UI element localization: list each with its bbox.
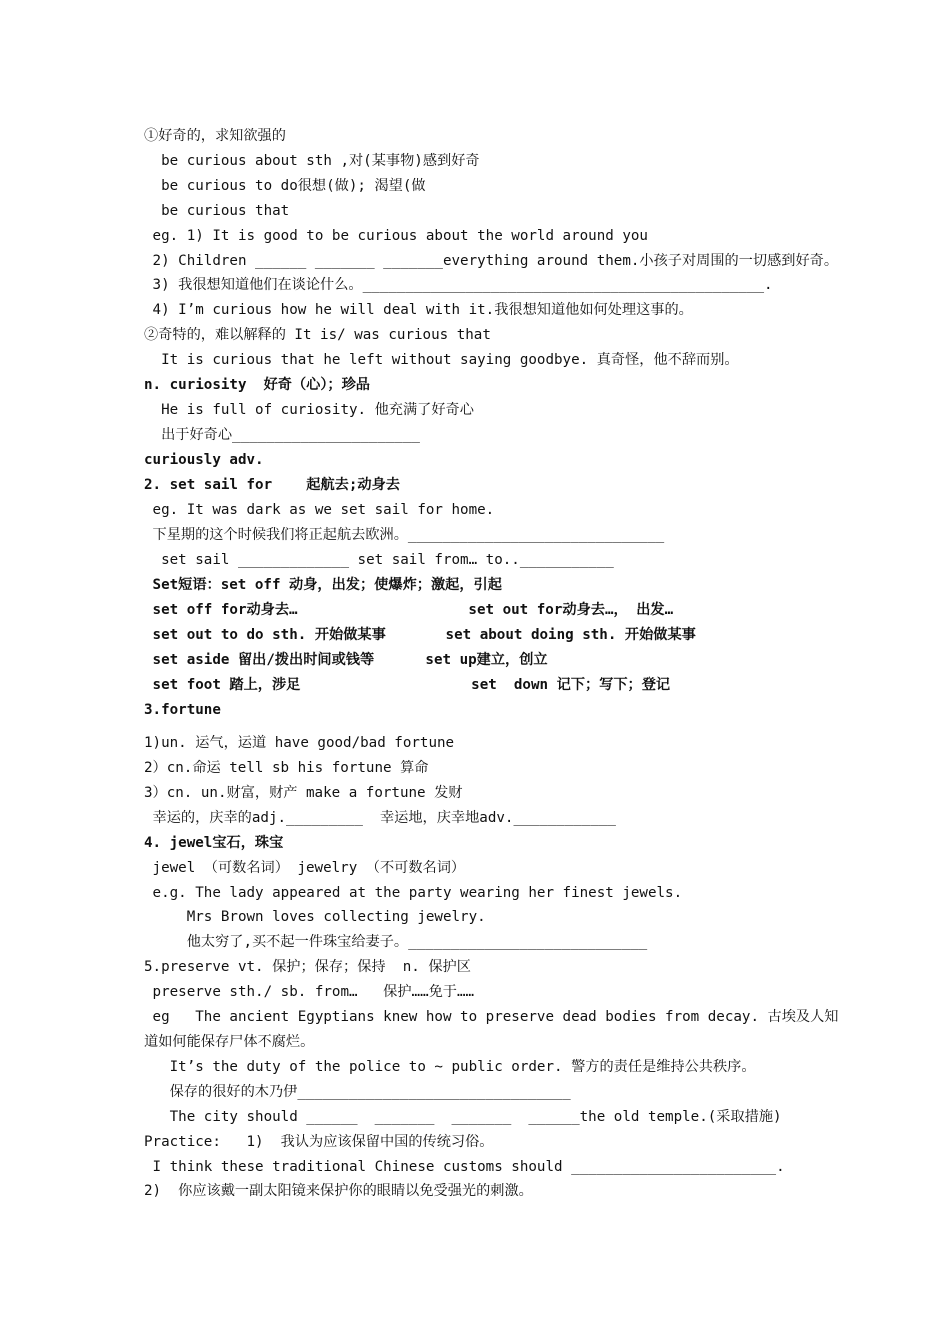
text-line: It is curious that he left without saying goodbye. 真奇怪，他不辞而别。 xyxy=(144,352,739,368)
text-line: 保存的很好的木乃伊________________________________ xyxy=(144,1084,571,1100)
text-line: It’s the duty of the police to ~ public order. 警方的责任是维持公共秩序。 xyxy=(144,1059,756,1075)
text-line: Practice: 1) 我认为应该保留中国的传统习俗。 xyxy=(144,1134,494,1150)
text-line: be curious that xyxy=(144,203,290,219)
text-line: 1)un. 运气，运道 have good/bad fortune xyxy=(144,735,455,751)
text-line: 下星期的这个时候我们将正起航去欧洲。______________________________ xyxy=(144,527,665,543)
text-line: 出于好奇心______________________ xyxy=(144,427,420,443)
text-line: ①好奇的，求知欲强的 xyxy=(144,128,286,144)
text-line: 2）cn.命运 tell sb his fortune 算命 xyxy=(144,760,429,776)
text-line: Mrs Brown loves collecting jewelry. xyxy=(144,909,486,925)
text-line: e.g. The lady appeared at the party wearing her finest jewels. xyxy=(144,885,683,901)
section-heading: 2. set sail for 起航去;动身去 xyxy=(144,477,400,493)
text-line: 幸运的，庆幸的adj._________ 幸运地，庆幸地adv.____________ xyxy=(144,810,616,826)
section-heading: n. curiosity 好奇（心）；珍品 xyxy=(144,377,370,393)
text-line: preserve sth./ sb. from… 保护……免于…… xyxy=(144,984,475,1000)
section-heading: curiously adv. xyxy=(144,452,264,468)
phrase-line: Set短语：set off 动身，出发；使爆炸；激起，引起 xyxy=(144,577,502,593)
text-line: be curious about sth ,对(某事物)感到好奇 xyxy=(144,153,480,169)
text-line: set sail _____________ set sail from… to..___________ xyxy=(144,552,614,568)
phrase-line: set off for动身去… set out for动身去…， 出发… xyxy=(144,602,674,618)
text-line: eg. It was dark as we set sail for home. xyxy=(144,502,495,518)
section-heading: 3.fortune xyxy=(144,702,221,718)
text-line: eg The ancient Egyptians knew how to preserve dead bodies from decay. 古埃及人知 xyxy=(144,1009,839,1025)
text-line: be curious to do很想(做); 渴望(做 xyxy=(144,178,426,194)
text-line: He is full of curiosity. 他充满了好奇心 xyxy=(144,402,474,418)
text-line: 道如何能保存尸体不腐烂。 xyxy=(144,1034,315,1050)
phrase-line: set foot 踏上，涉足 set down 记下；写下；登记 xyxy=(144,677,671,693)
text-line: 2) 你应该戴一副太阳镜来保护你的眼睛以免受强光的刺激。 xyxy=(144,1183,533,1199)
text-line: 他太穷了,买不起一件珠宝给妻子。____________________________ xyxy=(144,934,648,950)
text-line: jewel （可数名词） jewelry （不可数名词） xyxy=(144,860,466,876)
text-line: 3）cn. un.财富，财产 make a fortune 发财 xyxy=(144,785,463,801)
text-line: ②奇特的，难以解释的 It is/ was curious that xyxy=(144,327,491,343)
phrase-line: set out to do sth. 开始做某事 set about doing sth. 开始做某事 xyxy=(144,627,696,643)
text-line: 4) I’m curious how he will deal with it.我很想知道他如何处理这事的。 xyxy=(144,302,693,318)
phrase-line: set aside 留出/拨出时间或钱等 set up建立，创立 xyxy=(144,652,548,668)
section-heading: 4. jewel宝石，珠宝 xyxy=(144,835,284,851)
text-line: eg. 1) It is good to be curious about the world around you xyxy=(144,228,648,244)
text-line: The city should ______ _______ _______ ______the old temple.(采取措施) xyxy=(144,1109,782,1125)
text-line: 3) 我很想知道他们在谈论什么。_______________________________________________. xyxy=(144,277,773,293)
section-heading: 5.preserve vt. 保护；保存；保持 n. 保护区 xyxy=(144,959,471,975)
text-line: I think these traditional Chinese customs should ________________________. xyxy=(144,1159,785,1175)
text-line: 2) Children ______ _______ _______everything around them.小孩子对周围的一切感到好奇。 xyxy=(144,253,839,269)
